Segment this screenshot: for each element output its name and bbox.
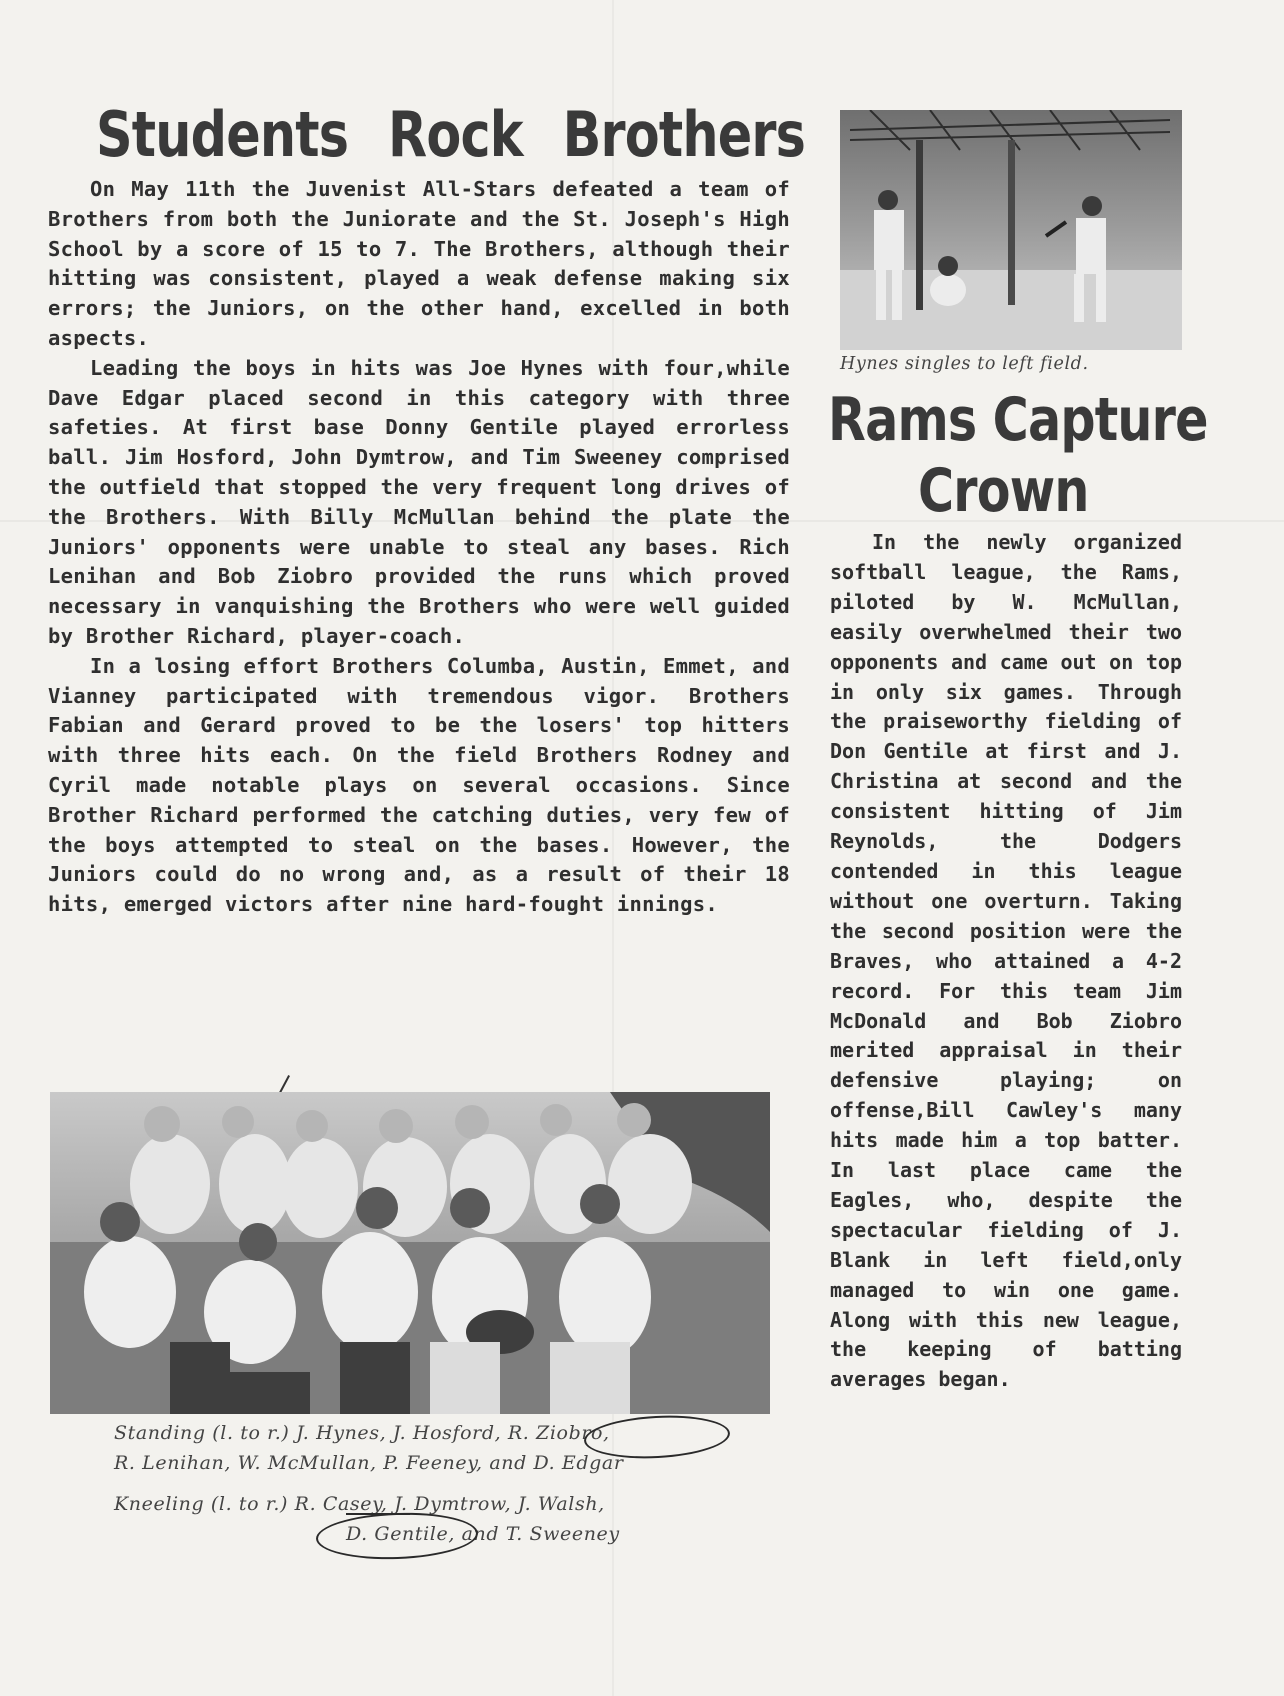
team-photo-caption: D. Gentile, and T. Sweeney bbox=[346, 1523, 620, 1545]
batting-photo-image bbox=[840, 110, 1182, 350]
article-paragraph: On May 11th the Juvenist All-Stars defeated a team of Brothers from both the Juniorate and the St. Joseph's High School by a score of 15 to 7. The Brothers, although their hitting was consistent, played a weak defense making six errors; the Juniors, on the other hand, excelled in both aspects. bbox=[48, 177, 790, 350]
team-photo bbox=[50, 1092, 770, 1414]
rams-headline: Rams Capture bbox=[828, 385, 1208, 455]
main-headline: Students Rock Brothers bbox=[96, 98, 806, 171]
batting-photo-caption: Hynes singles to left field. bbox=[840, 354, 1089, 374]
team-photo-caption: R. Lenihan, W. McMullan, P. Feeney, and D. Edgar bbox=[114, 1452, 624, 1474]
team-photo-caption: Standing (l. to r.) J. Hynes, J. Hosford, R. Ziobro, bbox=[114, 1422, 610, 1444]
article-paragraph: Leading the boys in hits was Joe Hynes with four,while Dave Edgar placed second in this category with three safeties. At first base Donny Gentile played errorless ball. Jim Hosford, John Dymtrow, and Tim Sweeney comprised the outfield that stopped the very frequent long drives of the Brothers. With Billy McMullan behind the plate the Juniors' opponents were unable to steal any bases. Rich Lenihan and Bob Ziobro provided the runs which proved necessary in vanquishing the Brothers who were well guided by Brother Richard, player-coach. bbox=[48, 355, 790, 648]
team-photo-caption: Kneeling (l. to r.) R. Casey, J. Dymtrow, J. Walsh, bbox=[114, 1493, 605, 1515]
article-paragraph: In a losing effort Brothers Columba, Austin, Emmet, and Vianney participated with tremendous vigor. Brothers Fabian and Gerard proved to be the losers' top hitters with three hits each. On the field Brothers Rodney and Cyril made notable plays on several occasions. Since Brother Richard performed the catching duties, very few of the boys attempted to steal on the bases. However, the Juniors could do no wrong and, as a result of their 18 hits, emerged victors after nine hard-fought innings. bbox=[48, 653, 790, 917]
pen-circle-mark bbox=[583, 1412, 731, 1462]
batting-photo bbox=[840, 110, 1182, 350]
rams-article-body bbox=[830, 528, 1182, 1395]
pen-circle-mark bbox=[315, 1510, 479, 1562]
main-article-body bbox=[48, 175, 790, 920]
team-photo-image bbox=[50, 1092, 770, 1414]
article-paragraph: In the newly organized softball league, the Rams, piloted by W. McMullan, easily overwhelmed their two opponents and came out on top in only six games. Through the praiseworthy fielding of Don Gentile at first and J. Christina at second and the consistent hitting of Jim Reynolds, the Dodgers contended in this league without one overturn. Taking the second position were the Braves, who attained a 4-2 record. For this team Jim McDonald and Bob Ziobro merited appraisal in their defensive playing; on offense,Bill Cawley's many hits made him a top batter. In last place came the Eagles, who, despite the spectacular fielding of J. Blank in left field,only managed to win one game. Along with this new league, the keeping of batting averages began. bbox=[830, 530, 1182, 1392]
rams-headline: Crown bbox=[918, 456, 1089, 526]
pen-underline-mark bbox=[346, 1513, 410, 1515]
